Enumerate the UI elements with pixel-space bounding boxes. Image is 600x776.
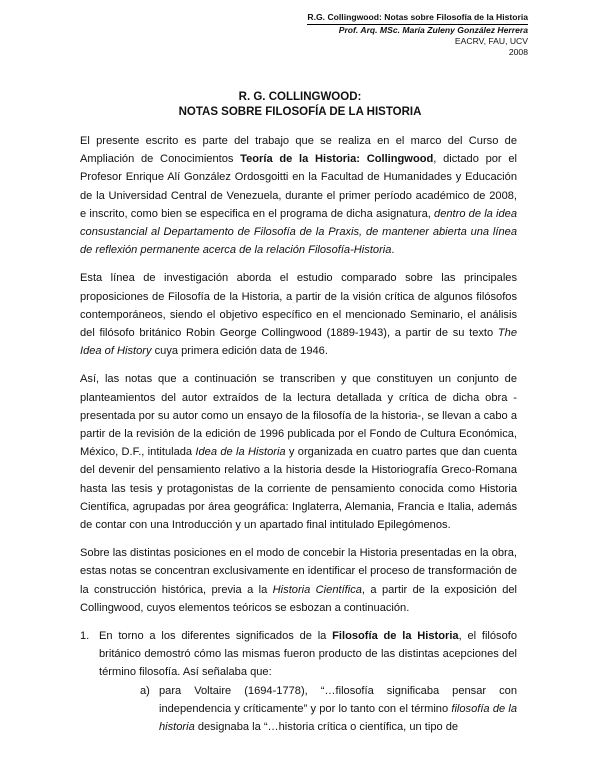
p4-text-1: Sobre las distintas posiciones en el modo de concebir la Historia presentadas en la obra, estas notas se concentran exclusivamente en identificar el proceso de transformación de la construcción histórica, previa a la bbox=[80, 547, 517, 596]
p4-italic-term: Historia Científica bbox=[272, 583, 362, 596]
paragraph-3 bbox=[80, 370, 517, 534]
p1-text-2: , dictado por el Profesor Enrique Alí González Ordosgoitti en la Facultad de Humanidades y Educación de la Universidad Central de Venezuela, durante el primer período académico de 2008, e inscrito, como bien se especifica en el programa de dicha asignatura, bbox=[80, 153, 517, 220]
header-author: Prof. Arq. MSc. María Zuleny González Herrera bbox=[338, 25, 528, 35]
item1a-text-1: para Voltaire (1694-1778), “…filosofía significaba pensar con independencia y críticamente” y por lo tanto con el término bbox=[159, 684, 517, 715]
item1a-italic-term: filosofía de la historia bbox=[159, 702, 518, 734]
paragraph-4 bbox=[80, 544, 517, 617]
header-title: R.G. Collingwood: Notas sobre Filosofía de la Historia bbox=[307, 12, 528, 25]
p2-text-2: cuya primera edición data de 1946. bbox=[151, 345, 328, 358]
item1-text-1: En torno a los diferentes significados de la bbox=[99, 630, 333, 643]
p2-italic-book: The Idea of History bbox=[80, 327, 517, 358]
paragraph-1 bbox=[80, 132, 517, 259]
list-item-1 bbox=[80, 627, 517, 682]
header-year: 2008 bbox=[508, 47, 528, 57]
running-header bbox=[307, 12, 528, 58]
p3-text-1: Así, las notas que a continuación se transcriben y que constituyen un conjunto de planteamientos del autor extraídos de la lectura detallada y crítica de dicha obra - presentada por su autor como un ensayo de la filosofía de la historia-, se llevan a cabo a partir de la revisión de la edición de 1996 publicada por el Fondo de Cultura Económica, México, D.F., intitulada bbox=[80, 373, 517, 459]
document-title-line2: NOTAS SOBRE FILOSOFÍA DE LA HISTORIA bbox=[178, 106, 422, 118]
document-body bbox=[80, 132, 517, 736]
p1-bold-course: Teoría de la Historia: Collingwood bbox=[240, 153, 434, 166]
list-item-1a-text bbox=[159, 682, 517, 737]
p2-text-1: Esta línea de investigación aborda el estudio comparado sobre las principales proposiciones de Filosofía de la Historia, a partir de la visión crítica de algunos filósofos contemporáneos, siendo el objetivo específico en el mencionado Seminario, el análisis del filósofo británico Robin George Collingwood (1889-1943), a partir de su texto bbox=[80, 272, 517, 340]
item1-text-2: , el filósofo británico demostró cómo las mismas fueron producto de las distintas acepciones del término filosofía. Así señalaba que: bbox=[99, 630, 518, 679]
document-title bbox=[0, 90, 600, 120]
p3-text-2: y organizada en cuatro partes que dan cuenta del devenir del pensamiento relativo a la historia desde la Historiografía Greco-Romana hasta las tesis y protagonistas de la corriente de pensamiento conocida como Historia Científica, agrupadas por área geográfica: Inglaterra, Alemania, Francia e Italia, además de contar con una Introducción y un apartado final intitulado Epilegómenos. bbox=[80, 446, 517, 532]
p1-text-3: . bbox=[391, 244, 395, 257]
p1-italic-quote: dentro de la idea consustancial al Departamento de Filosofía de la Praxis, de mantener abierta una línea de reflexión permanente acerca de la relación Filosofía-Historia bbox=[80, 207, 518, 257]
list-item-1-text bbox=[99, 627, 517, 682]
list-item-1a-letter: a) bbox=[140, 684, 150, 697]
item1-bold-term: Filosofía de la Historia bbox=[332, 630, 459, 643]
p4-text-2: , a partir de la exposición del Collingwood, cuyos elementos teóricos se esbozan a continuación. bbox=[80, 583, 517, 614]
p3-italic-book: Idea de la Historia bbox=[195, 446, 286, 459]
header-institution: EACRV, FAU, UCV bbox=[454, 36, 528, 46]
item1a-text-2: designaba la “…historia crítica o científica, un tipo de bbox=[194, 721, 459, 734]
p1-text-1: El presente escrito es parte del trabajo que se realiza en el marco del Curso de Ampliación de Conocimientos bbox=[80, 135, 517, 166]
paragraph-2 bbox=[80, 269, 517, 360]
list-item-1a bbox=[140, 682, 517, 737]
document-title-line1: R. G. COLLINGWOOD: bbox=[238, 91, 362, 103]
list-item-1-number: 1. bbox=[80, 630, 90, 643]
